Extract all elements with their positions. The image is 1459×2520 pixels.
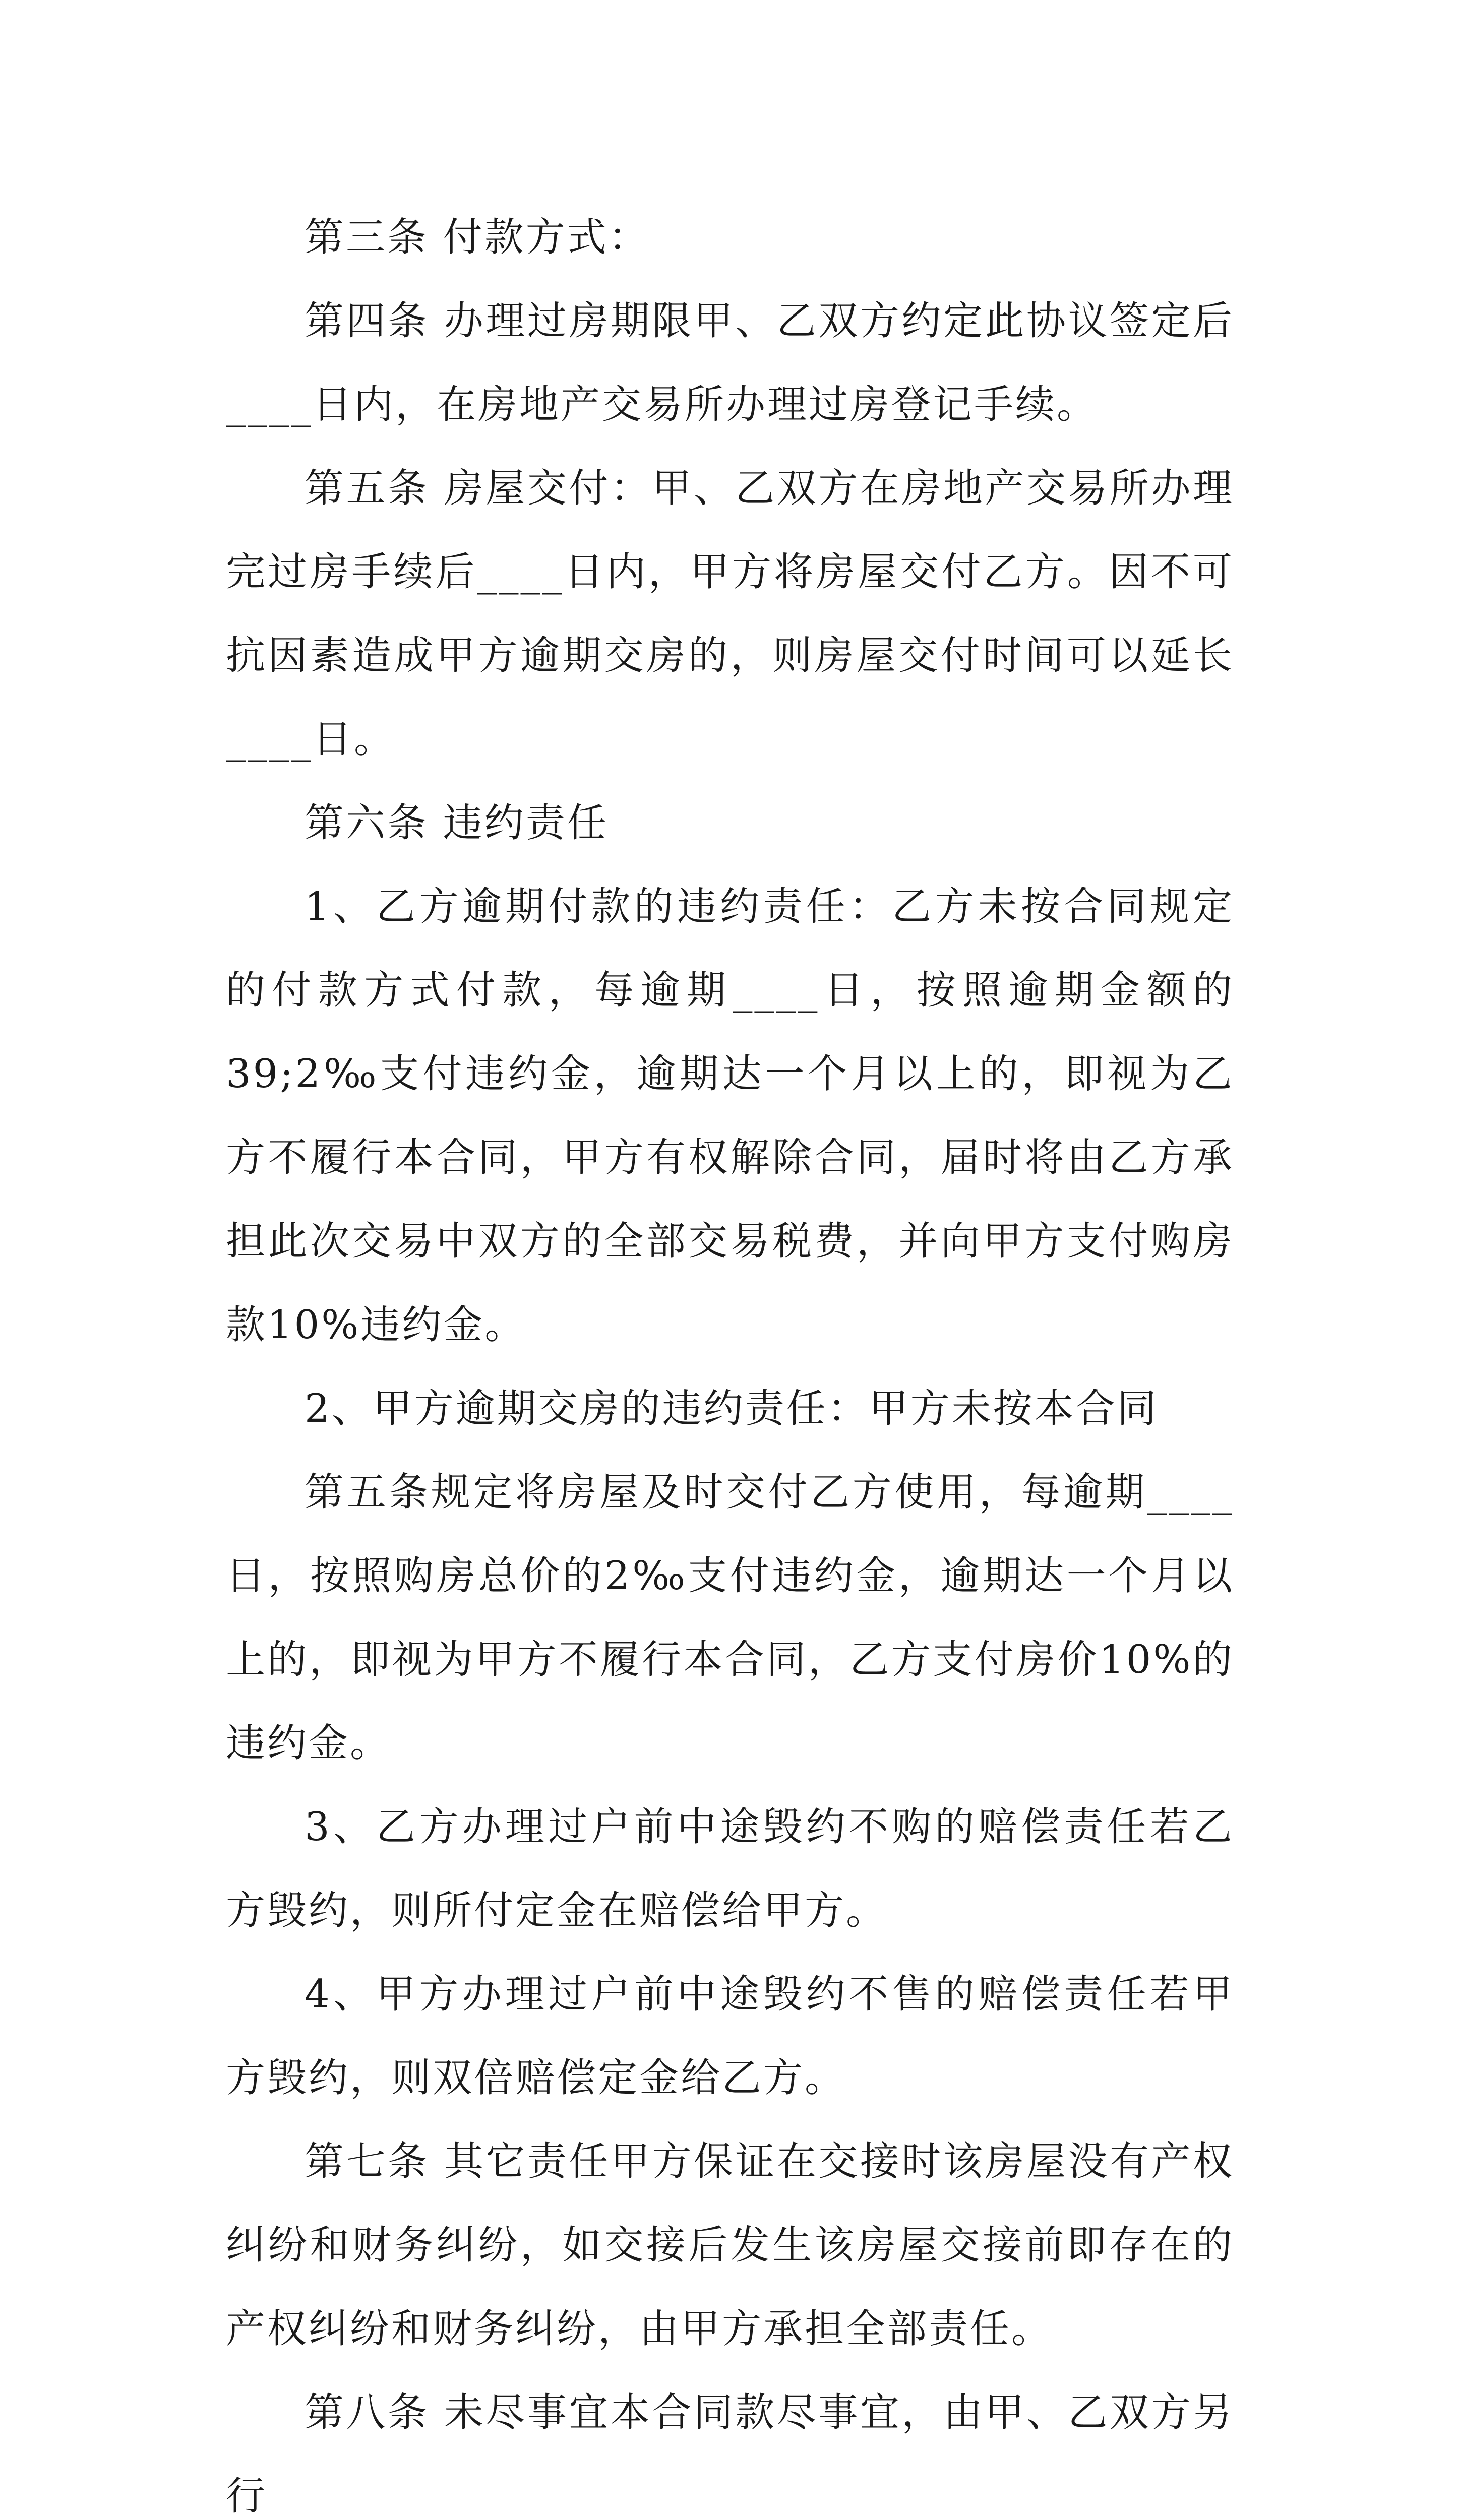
paragraph-article-6-heading: 第六条 违约责任	[305, 800, 609, 846]
paragraph-article-8-unmentioned-matters: 第八条 未尽事宜本合同款尽事宜，由甲、乙双方另行	[226, 2390, 1234, 2519]
paragraph-breach-3: 3、乙方办理过户前中途毁约不购的赔偿责任若乙方毁约，则所付定金在赔偿给甲方。	[226, 1804, 1234, 1933]
document-body	[226, 196, 1234, 2520]
paragraph-breach-2-continued: 第五条规定将房屋及时交付乙方使用，每逾期____日，按照购房总价的2‰支付违约金，逾期达一个月以上的，即视为甲方不履行本合同，乙方支付房价10%的违约金。	[226, 1470, 1234, 1766]
paragraph-article-7-other-duties: 第七条 其它责任甲方保证在交接时该房屋没有产权纠纷和财务纠纷，如交接后发生该房屋交接前即存在的产权纠纷和财务纠纷，由甲方承担全部责任。	[226, 2139, 1234, 2352]
paragraph-article-5-house-delivery: 第五条 房屋交付：甲、乙双方在房地产交易所办理完过房手续后____日内，甲方将房屋交付乙方。因不可抗因素造成甲方逾期交房的，则房屋交付时间可以延长____日。	[226, 466, 1234, 762]
paragraph-article-3-payment: 第三条 付款方式：	[305, 215, 650, 260]
paragraph-breach-2: 2、甲方逾期交房的违约责任：甲方未按本合同	[305, 1386, 1159, 1431]
paragraph-article-4-transfer-deadline: 第四条 办理过房期限甲、乙双方约定此协议签定后____日内，在房地产交易所办理过房登记手续。	[226, 298, 1234, 427]
paragraph-breach-4: 4、甲方办理过户前中途毁约不售的赔偿责任若甲方毁约，则双倍赔偿定金给乙方。	[226, 1972, 1234, 2101]
paragraph-breach-1: 1、乙方逾期付款的违约责任：乙方未按合同规定的付款方式付款，每逾期____日，按照逾期金额的39;2‰支付违约金，逾期达一个月以上的，即视为乙方不履行本合同，甲方有权解除合同，届时将由乙方承担此次交易中双方的全部交易税费，并向甲方支付购房款10%违约金。	[226, 884, 1234, 1348]
